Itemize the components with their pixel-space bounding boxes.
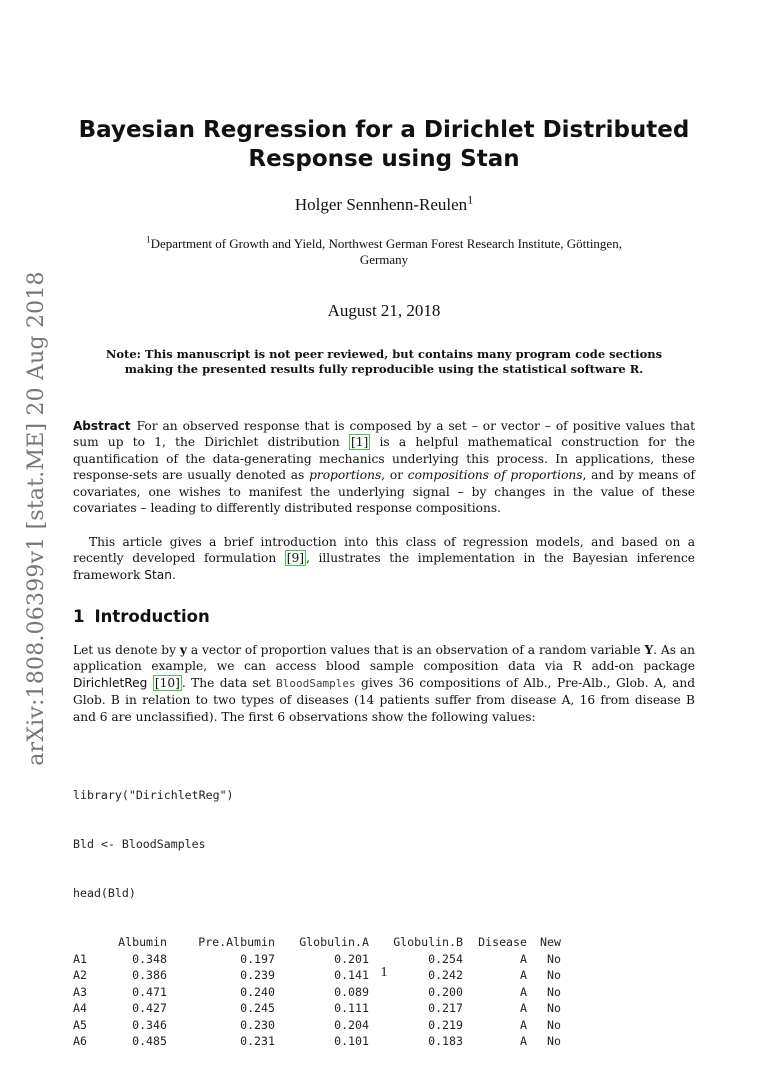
table-cell: 0.230 bbox=[240, 1017, 275, 1032]
citation-link-1[interactable]: [1] bbox=[351, 435, 369, 450]
table-cell: 0.348 bbox=[132, 951, 167, 966]
title-line-1: Bayesian Regression for a Dirichlet Distributed bbox=[78, 117, 690, 143]
table-cell: 0.089 bbox=[334, 984, 369, 999]
arxiv-sidebar bbox=[14, 270, 58, 766]
table-cell: 0.111 bbox=[334, 1001, 369, 1016]
code-line: library("DirichletReg") bbox=[73, 787, 234, 802]
table-cell: A bbox=[520, 984, 527, 999]
section-title: Introduction bbox=[94, 607, 210, 626]
table-cell: A bbox=[520, 1033, 527, 1048]
symbol-Y: Y bbox=[644, 643, 654, 657]
table-cell: A bbox=[520, 951, 527, 966]
affiliation bbox=[90, 236, 678, 268]
table-cell: 0.471 bbox=[132, 984, 167, 999]
symbol-y: y bbox=[179, 643, 187, 657]
table-cell: No bbox=[547, 984, 561, 999]
table-cell: 0.427 bbox=[132, 1001, 167, 1016]
abstract-text-1: For an observed response that is composed by a set – or vector – of positive values that sum up to 1, the Dirichlet distribution bbox=[73, 419, 695, 450]
affiliation-superscript: 1 bbox=[146, 234, 151, 245]
table-header bbox=[73, 934, 97, 950]
table-cell: 0.386 bbox=[132, 968, 167, 983]
para2-text-2: , illustrates the implementation in the Bayesian inference framework bbox=[73, 551, 695, 582]
table-cell: 0.242 bbox=[428, 968, 463, 983]
code-block bbox=[73, 754, 695, 1082]
affiliation-line-1: Department of Growth and Yield, Northwest German Forest Research Institute, Göttingen, bbox=[150, 236, 622, 251]
intro-text-3: . As an application example, we can access blood sample composition data via R add-on package bbox=[73, 643, 695, 674]
table-cell: 0.239 bbox=[240, 968, 275, 983]
author-superscript: 1 bbox=[467, 192, 474, 207]
table-cell: A1 bbox=[73, 951, 87, 966]
intro-paragraph bbox=[73, 642, 695, 725]
table-cell: 0.101 bbox=[334, 1033, 369, 1048]
table-header: Pre.Albumin bbox=[198, 935, 275, 950]
note-line-1: Note: This manuscript is not peer reviewed, but contains many program code sections bbox=[105, 347, 663, 361]
table-row bbox=[73, 1033, 561, 1049]
abstract-paragraph-2 bbox=[73, 534, 695, 583]
table-cell: 0.219 bbox=[428, 1017, 463, 1032]
table-cell: 0.183 bbox=[428, 1033, 463, 1048]
table-cell: A2 bbox=[73, 968, 87, 983]
table-cell: 0.201 bbox=[334, 951, 369, 966]
table-cell: No bbox=[547, 1017, 561, 1032]
dataset-name: BloodSamples bbox=[276, 676, 356, 690]
table-cell: 0.231 bbox=[240, 1033, 275, 1048]
table-cell: 0.485 bbox=[132, 1033, 167, 1048]
paper-date: August 21, 2018 bbox=[327, 301, 441, 320]
section-number: 1 bbox=[73, 607, 85, 626]
table-header: New bbox=[540, 935, 561, 950]
table-cell: A bbox=[520, 1001, 527, 1016]
table-cell: No bbox=[547, 1001, 561, 1016]
table-cell: 0.217 bbox=[428, 1001, 463, 1016]
abstract-label: Abstract bbox=[73, 419, 131, 433]
table-header: Globulin.A bbox=[299, 935, 369, 950]
table-cell: 0.204 bbox=[334, 1017, 369, 1032]
table-row bbox=[73, 1017, 561, 1033]
para2-text-1: This article gives a brief introduction into this class of regression models, and based on a recently developed formulation bbox=[73, 535, 695, 566]
table-cell: 0.346 bbox=[132, 1017, 167, 1032]
section-heading-introduction bbox=[73, 607, 210, 626]
abstract-text-3: , or bbox=[381, 468, 408, 483]
code-line: head(Bld) bbox=[73, 886, 136, 901]
table-header: Albumin bbox=[118, 935, 167, 950]
abstract bbox=[73, 418, 695, 516]
table-cell: 0.200 bbox=[428, 984, 463, 999]
author bbox=[70, 192, 698, 215]
abstract-text-2: is a helpful mathematical construction for the quantification of the data-generating mechanics underlying this process. In applications, these response-sets are usually denoted as bbox=[73, 435, 695, 483]
table-cell: 0.254 bbox=[428, 951, 463, 966]
intro-text-6: gives 36 compositions of Alb., Pre-Alb., Glob. A, and Glob. B in relation to two types of diseases (14 patients suffer from disease A, 16 from disease B and 6 are unclassified). The first 6 observations show the following values: bbox=[73, 675, 695, 724]
table-cell: A bbox=[520, 968, 527, 983]
title-line-2: Response using Stan bbox=[248, 146, 520, 172]
table-cell: No bbox=[547, 1033, 561, 1048]
data-table bbox=[73, 934, 561, 1049]
package-name: DirichletReg bbox=[73, 675, 148, 690]
peer-review-note bbox=[80, 347, 688, 377]
table-cell: A5 bbox=[73, 1017, 87, 1032]
table-cell: A4 bbox=[73, 1001, 87, 1016]
affiliation-line-2: Germany bbox=[359, 252, 409, 267]
table-cell: A6 bbox=[73, 1033, 87, 1048]
abstract-text-4: , and by means of covariates, one wishes to manifest the underlying signal – by changes in the value of these covariates – leading to differently distributed response compositions. bbox=[73, 468, 695, 516]
table-row bbox=[73, 984, 561, 1000]
table-cell: 0.141 bbox=[334, 968, 369, 983]
table-cell: A bbox=[520, 1017, 527, 1032]
intro-text-5: . The data set bbox=[181, 675, 277, 690]
table-header: Globulin.B bbox=[393, 935, 463, 950]
arxiv-identifier: arXiv:1808.06399v1 [stat.ME] 20 Aug 2018 bbox=[23, 270, 49, 766]
table-header: Disease bbox=[478, 935, 527, 950]
citation-link-10[interactable]: [10] bbox=[154, 675, 180, 690]
intro-text-1: Let us denote by bbox=[73, 643, 180, 657]
paper-title bbox=[70, 116, 698, 174]
table-cell: No bbox=[547, 951, 561, 966]
intro-text-2: a vector of proportion values that is an observation of a random variable bbox=[186, 643, 645, 657]
author-name: Holger Sennhenn-Reulen bbox=[294, 195, 468, 214]
note-line-2: making the presented results fully reproducible using the statistical software R. bbox=[124, 362, 644, 376]
table-cell: No bbox=[547, 968, 561, 983]
table-cell: 0.240 bbox=[240, 984, 275, 999]
table-cell: A3 bbox=[73, 984, 87, 999]
para2-text-3: . bbox=[171, 567, 176, 582]
table-cell: 0.245 bbox=[240, 1001, 275, 1016]
table-cell: 0.197 bbox=[240, 951, 275, 966]
code-line: Bld <- BloodSamples bbox=[73, 837, 206, 852]
table-header-row bbox=[73, 934, 561, 950]
citation-link-9[interactable]: [9] bbox=[286, 551, 305, 566]
stan-name: Stan bbox=[144, 567, 172, 582]
abstract-emphasis-1: proportions bbox=[309, 468, 382, 483]
abstract-emphasis-2: compositions of proportions bbox=[407, 468, 583, 483]
table-row bbox=[73, 1000, 561, 1016]
page-number: 1 bbox=[380, 965, 388, 980]
